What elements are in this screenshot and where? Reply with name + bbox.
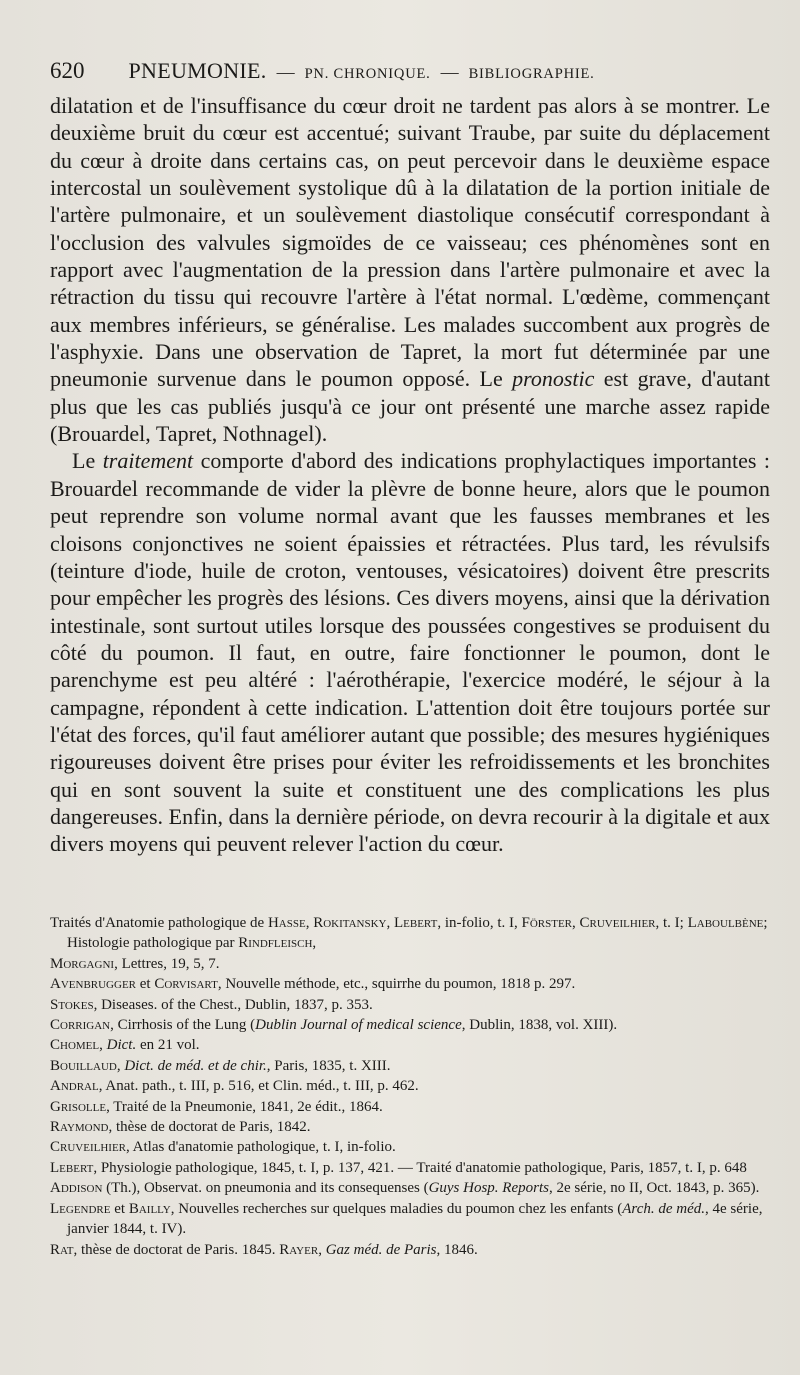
running-subtitle: PN. CHRONIQUE. [304,66,431,82]
bibliography-entry: Rat, thèse de doctorat de Paris. 1845. Rayer, Gaz méd. de Paris, 1846. [50,1241,478,1258]
bibliography-entry: Bouillaud, Dict. de méd. et de chir., Paris, 1835, t. XIII. [50,1057,391,1074]
paragraph-treatment [50,447,770,857]
bibliography-entry: Addison (Th.), Observat. on pneumonia and its consequenses (Guys Hosp. Reports, 2e série, no II, Oct. 1843, p. 365). [50,1180,760,1197]
header-separator-2: — [440,62,459,82]
bibliography-entry: Morgagni, Lettres, 19, 5, 7. [50,955,220,972]
bibliography-entry: Andral, Anat. path., t. III, p. 516, et Clin. méd., t. III, p. 462. [50,1078,419,1095]
running-subtitle-2: BIBLIOGRAPHIE. [468,66,595,82]
header-separator: — [276,62,295,82]
bibliography-entry: Avenbrugger et Corvisart, Nouvelle méthode, etc., squirrhe du poumon, 1818 p. 297. [50,976,576,993]
bibliography-entry: Grisolle, Traité de la Pneumonie, 1841, 2e édit., 1864. [50,1098,383,1115]
running-header [50,58,750,88]
bibliography-entry: Chomel, Dict. en 21 vol. [50,1037,200,1054]
bibliography-entry: Cruveilhier, Atlas d'anatomie pathologique, t. I, in-folio. [50,1139,396,1156]
paragraph-prognosis [50,92,770,447]
bibliography-entry: Corrigan, Cirrhosis of the Lung (Dublin Journal of medical science, Dublin, 1838, vol. XIII). [50,1017,618,1034]
paragraph-text: comporte d'abord des indications prophylactiques importantes : Brouardel recommande de vider la plèvre de bonne heure, alors que le poumon peut reprendre son volume normal avant que les fausses membranes et les cloisons conjonctives ne soient épaissies et rétractées. Plus tard, les révulsifs (teinture d'iode, huile de croton, ventouses, vésicatoires) doivent être prescrits pour empêcher les progrès des lésions. Ces divers moyens, ainsi que la dérivation intestinale, sont surtout utiles lorsque des poussées congestives se produisent du côté du poumon. Il faut, en outre, faire fonctionner le poumon, dont le parenchyme est peu altéré : l'aérothérapie, l'exercice modéré, le séjour à la campagne, répondent à cette indication. L'attention doit être toujours portée sur l'état des forces, qu'il faut améliorer autant que possible; des mesures hygiéniques rigoureuses doivent être prises pour éviter les refroidissements et les bronchites qui en sont souvent la suite et constituent une des complications les plus dangereuses. Enfin, dans la dernière période, on devra recourir à la digitale et aux divers moyens qui peuvent relever l'action du cœur. [50,448,771,857]
bibliography [50,913,770,1260]
bibliography-entry: Lebert, Physiologie pathologique, 1845, t. I, p. 137, 421. — Traité d'anatomie pathologique, Paris, 1857, t. I, p. 648 [50,1159,747,1176]
body-text [50,92,770,858]
bibliography-entry: Raymond, thèse de doctorat de Paris, 1842. [50,1119,311,1136]
bibliography-entry: Traités d'Anatomie pathologique de Hasse, Rokitansky, Lebert, in-folio, t. I, Förster, Cruveilhier, t. I; Laboulbène; Histologie pathologique par Rindfleisch, [50,915,768,952]
paragraph-text: Le [72,448,96,474]
italic-term: traitement [102,448,194,474]
page-number: 620 [50,58,85,83]
italic-term: pronostic [512,366,595,392]
running-title: PNEUMONIE. [128,58,267,83]
bibliography-entry: Legendre et Bailly, Nouvelles recherches sur quelques maladies du poumon chez les enfants (Arch. de méd., 4e série, janvier 1844, t. IV). [50,1200,763,1238]
bibliography-entry: Stokes, Diseases. of the Chest., Dublin, 1837, p. 353. [50,996,373,1013]
paragraph-text: est grave, d'autant plus que les cas publiés jusqu'à ce jour ont présenté une marche assez rapide (Brouardel, Tapret, Nothnagel). [50,366,771,447]
paragraph-text: dilatation et de l'insuffisance du cœur droit ne tardent pas alors à se montrer. Le deuxième bruit du cœur est accentué; suivant Traube, par suite du déplacement du cœur à droite dans certains cas, on peut percevoir dans le deuxième espace intercostal un soulèvement systolique dû à la dilatation de la portion initiale de l'artère pulmonaire, et un soulèvement diastolique consécutif correspondant à l'occlusion des valvules sigmoïdes de ce vaisseau; ces phénomènes sont en rapport avec l'augmentation de la pression dans l'artère pulmonaire et avec la rétraction du tissu qui recouvre l'artère à l'état normal. L'œdème, commençant aux membres inférieurs, se généralise. Les malades succombent aux progrès de l'asphyxie. Dans une observation de Tapret, la mort fut déterminée par une pneumonie survenue dans le poumon opposé. Le [50,93,770,392]
